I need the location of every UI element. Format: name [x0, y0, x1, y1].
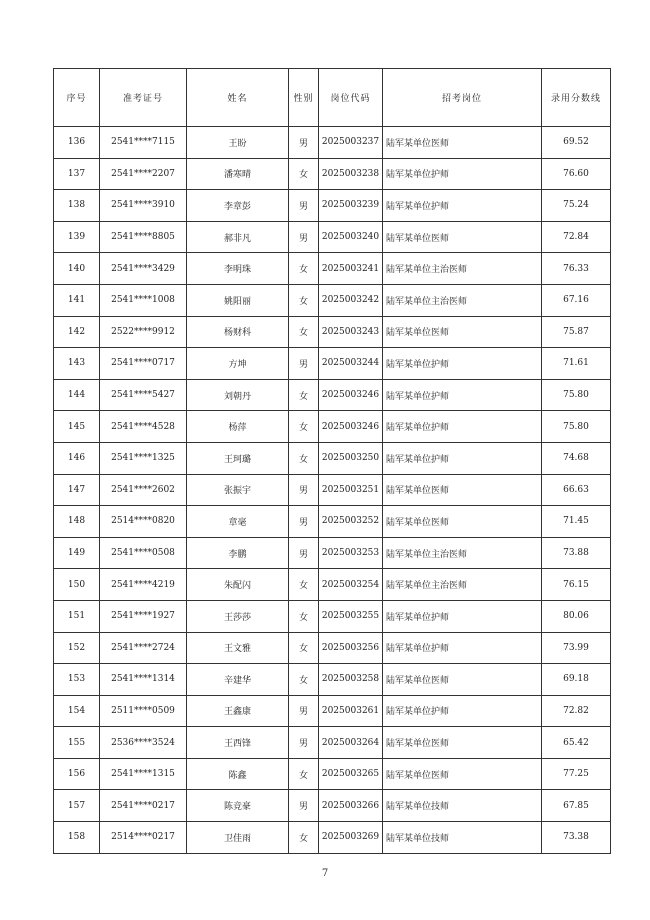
- score-cell: 74.68: [542, 442, 611, 474]
- header-gender: 性别: [289, 69, 319, 127]
- serial-number-cell: 152: [54, 632, 100, 664]
- exam-ticket-cell: 2541****0717: [100, 348, 187, 380]
- score-cell: 75.80: [542, 379, 611, 411]
- name-cell: 姚阳丽: [187, 284, 289, 316]
- gender-cell: 女: [289, 569, 319, 601]
- table-row: [54, 822, 611, 854]
- table-row: [54, 284, 611, 316]
- exam-ticket-cell: 2541****8805: [100, 221, 187, 253]
- exam-ticket-cell: 2541****7115: [100, 127, 187, 159]
- serial-number-cell: 148: [54, 506, 100, 538]
- position-cell: 陆军某单位医师: [383, 727, 542, 759]
- position-code-cell: 2025003261: [319, 695, 383, 727]
- name-cell: 卫佳雨: [187, 822, 289, 854]
- gender-cell: 男: [289, 127, 319, 159]
- serial-number-cell: 149: [54, 537, 100, 569]
- score-cell: 67.85: [542, 790, 611, 822]
- page-number: 7: [321, 868, 329, 879]
- score-cell: 77.25: [542, 758, 611, 790]
- score-cell: 71.61: [542, 348, 611, 380]
- position-cell: 陆军某单位护师: [383, 348, 542, 380]
- name-cell: 杨财科: [187, 316, 289, 348]
- gender-cell: 女: [289, 664, 319, 696]
- exam-ticket-cell: 2541****1008: [100, 284, 187, 316]
- score-cell: 73.99: [542, 632, 611, 664]
- position-code-cell: 2025003242: [319, 284, 383, 316]
- table-row: [54, 253, 611, 285]
- serial-number-cell: 158: [54, 822, 100, 854]
- serial-number-cell: 137: [54, 158, 100, 190]
- header-position-code: 岗位代码: [319, 69, 383, 127]
- score-cell: 76.15: [542, 569, 611, 601]
- position-code-cell: 2025003252: [319, 506, 383, 538]
- position-code-cell: 2025003264: [319, 727, 383, 759]
- serial-number-cell: 150: [54, 569, 100, 601]
- table-row: [54, 790, 611, 822]
- gender-cell: 男: [289, 790, 319, 822]
- score-cell: 80.06: [542, 600, 611, 632]
- gender-cell: 女: [289, 411, 319, 443]
- exam-ticket-cell: 2541****1325: [100, 442, 187, 474]
- name-cell: 王西锋: [187, 727, 289, 759]
- table-row: [54, 221, 611, 253]
- position-cell: 陆军某单位医师: [383, 316, 542, 348]
- table-row: [54, 600, 611, 632]
- position-code-cell: 2025003266: [319, 790, 383, 822]
- serial-number-cell: 153: [54, 664, 100, 696]
- score-cell: 73.38: [542, 822, 611, 854]
- score-cell: 75.87: [542, 316, 611, 348]
- position-code-cell: 2025003250: [319, 442, 383, 474]
- gender-cell: 男: [289, 506, 319, 538]
- gender-cell: 女: [289, 158, 319, 190]
- exam-ticket-cell: 2541****3910: [100, 190, 187, 222]
- name-cell: 朱配闪: [187, 569, 289, 601]
- gender-cell: 女: [289, 284, 319, 316]
- exam-ticket-cell: 2522****9912: [100, 316, 187, 348]
- gender-cell: 女: [289, 379, 319, 411]
- header-name: 姓名: [187, 69, 289, 127]
- position-cell: 陆军某单位主治医师: [383, 537, 542, 569]
- gender-cell: 女: [289, 758, 319, 790]
- gender-cell: 男: [289, 695, 319, 727]
- header-position: 招考岗位: [383, 69, 542, 127]
- score-cell: 69.52: [542, 127, 611, 159]
- name-cell: 辛建华: [187, 664, 289, 696]
- exam-ticket-cell: 2541****2724: [100, 632, 187, 664]
- serial-number-cell: 138: [54, 190, 100, 222]
- gender-cell: 女: [289, 442, 319, 474]
- name-cell: 王鑫康: [187, 695, 289, 727]
- gender-cell: 男: [289, 348, 319, 380]
- serial-number-cell: 154: [54, 695, 100, 727]
- name-cell: 王盼: [187, 127, 289, 159]
- name-cell: 李章彭: [187, 190, 289, 222]
- position-code-cell: 2025003246: [319, 411, 383, 443]
- name-cell: 李鹏: [187, 537, 289, 569]
- position-cell: 陆军某单位护师: [383, 695, 542, 727]
- position-cell: 陆军某单位护师: [383, 600, 542, 632]
- gender-cell: 女: [289, 600, 319, 632]
- position-code-cell: 2025003241: [319, 253, 383, 285]
- score-cell: 66.63: [542, 474, 611, 506]
- name-cell: 方坤: [187, 348, 289, 380]
- header-serial-number: 序号: [54, 69, 100, 127]
- exam-ticket-cell: 2541****1927: [100, 600, 187, 632]
- table-row: [54, 632, 611, 664]
- serial-number-cell: 140: [54, 253, 100, 285]
- score-cell: 72.84: [542, 221, 611, 253]
- exam-ticket-cell: 2514****0820: [100, 506, 187, 538]
- name-cell: 李明珠: [187, 253, 289, 285]
- score-cell: 76.60: [542, 158, 611, 190]
- serial-number-cell: 142: [54, 316, 100, 348]
- exam-ticket-cell: 2541****2207: [100, 158, 187, 190]
- position-cell: 陆军某单位主治医师: [383, 253, 542, 285]
- gender-cell: 男: [289, 221, 319, 253]
- table-row: [54, 379, 611, 411]
- position-code-cell: 2025003246: [319, 379, 383, 411]
- gender-cell: 女: [289, 822, 319, 854]
- score-cell: 73.88: [542, 537, 611, 569]
- position-code-cell: 2025003239: [319, 190, 383, 222]
- position-cell: 陆军某单位技师: [383, 790, 542, 822]
- exam-ticket-cell: 2541****0217: [100, 790, 187, 822]
- name-cell: 王文雅: [187, 632, 289, 664]
- position-cell: 陆军某单位医师: [383, 506, 542, 538]
- position-cell: 陆军某单位医师: [383, 474, 542, 506]
- table-body: [54, 127, 611, 854]
- position-cell: 陆军某单位护师: [383, 379, 542, 411]
- position-cell: 陆军某单位护师: [383, 158, 542, 190]
- score-cell: 65.42: [542, 727, 611, 759]
- table-row: [54, 727, 611, 759]
- position-code-cell: 2025003244: [319, 348, 383, 380]
- exam-ticket-cell: 2541****1314: [100, 664, 187, 696]
- serial-number-cell: 146: [54, 442, 100, 474]
- serial-number-cell: 145: [54, 411, 100, 443]
- name-cell: 杨萍: [187, 411, 289, 443]
- gender-cell: 女: [289, 316, 319, 348]
- position-code-cell: 2025003265: [319, 758, 383, 790]
- position-code-cell: 2025003269: [319, 822, 383, 854]
- score-cell: 71.45: [542, 506, 611, 538]
- table-row: [54, 506, 611, 538]
- table-row: [54, 569, 611, 601]
- serial-number-cell: 147: [54, 474, 100, 506]
- gender-cell: 男: [289, 474, 319, 506]
- gender-cell: 男: [289, 537, 319, 569]
- serial-number-cell: 141: [54, 284, 100, 316]
- position-cell: 陆军某单位医师: [383, 127, 542, 159]
- name-cell: 陈鑫: [187, 758, 289, 790]
- position-cell: 陆军某单位医师: [383, 758, 542, 790]
- name-cell: 张振宇: [187, 474, 289, 506]
- gender-cell: 女: [289, 253, 319, 285]
- serial-number-cell: 139: [54, 221, 100, 253]
- score-cell: 67.16: [542, 284, 611, 316]
- header-exam-ticket-number: 准考证号: [100, 69, 187, 127]
- exam-ticket-cell: 2514****0217: [100, 822, 187, 854]
- score-cell: 76.33: [542, 253, 611, 285]
- serial-number-cell: 144: [54, 379, 100, 411]
- exam-ticket-cell: 2541****3429: [100, 253, 187, 285]
- position-cell: 陆军某单位医师: [383, 664, 542, 696]
- table-row: [54, 411, 611, 443]
- exam-ticket-cell: 2541****4219: [100, 569, 187, 601]
- exam-ticket-cell: 2541****5427: [100, 379, 187, 411]
- table-row: [54, 316, 611, 348]
- table-row: [54, 190, 611, 222]
- position-code-cell: 2025003243: [319, 316, 383, 348]
- table-row: [54, 474, 611, 506]
- position-cell: 陆军某单位主治医师: [383, 284, 542, 316]
- admission-score-table: [53, 68, 611, 854]
- score-cell: 75.24: [542, 190, 611, 222]
- exam-ticket-cell: 2541****0508: [100, 537, 187, 569]
- name-cell: 章毫: [187, 506, 289, 538]
- position-code-cell: 2025003237: [319, 127, 383, 159]
- exam-ticket-cell: 2541****4528: [100, 411, 187, 443]
- serial-number-cell: 156: [54, 758, 100, 790]
- position-code-cell: 2025003254: [319, 569, 383, 601]
- position-cell: 陆军某单位护师: [383, 442, 542, 474]
- exam-ticket-cell: 2536****3524: [100, 727, 187, 759]
- position-code-cell: 2025003240: [319, 221, 383, 253]
- gender-cell: 男: [289, 727, 319, 759]
- position-cell: 陆军某单位医师: [383, 221, 542, 253]
- table-row: [54, 442, 611, 474]
- exam-ticket-cell: 2541****1315: [100, 758, 187, 790]
- table-row: [54, 127, 611, 159]
- table-row: [54, 695, 611, 727]
- table-row: [54, 158, 611, 190]
- name-cell: 王莎莎: [187, 600, 289, 632]
- gender-cell: 男: [289, 190, 319, 222]
- table-row: [54, 348, 611, 380]
- serial-number-cell: 151: [54, 600, 100, 632]
- name-cell: 王珂璐: [187, 442, 289, 474]
- position-cell: 陆军某单位护师: [383, 190, 542, 222]
- table-header-row: [54, 69, 611, 127]
- serial-number-cell: 157: [54, 790, 100, 822]
- position-cell: 陆军某单位护师: [383, 632, 542, 664]
- serial-number-cell: 136: [54, 127, 100, 159]
- table-row: [54, 664, 611, 696]
- name-cell: 潘寒晴: [187, 158, 289, 190]
- position-cell: 陆军某单位技师: [383, 822, 542, 854]
- serial-number-cell: 143: [54, 348, 100, 380]
- position-code-cell: 2025003258: [319, 664, 383, 696]
- header-score-line: 录用分数线: [542, 69, 611, 127]
- position-code-cell: 2025003255: [319, 600, 383, 632]
- serial-number-cell: 155: [54, 727, 100, 759]
- score-cell: 72.82: [542, 695, 611, 727]
- exam-ticket-cell: 2541****2602: [100, 474, 187, 506]
- name-cell: 刘朝丹: [187, 379, 289, 411]
- score-cell: 75.80: [542, 411, 611, 443]
- gender-cell: 女: [289, 632, 319, 664]
- table-row: [54, 537, 611, 569]
- position-code-cell: 2025003253: [319, 537, 383, 569]
- position-cell: 陆军某单位护师: [383, 411, 542, 443]
- table-row: [54, 758, 611, 790]
- position-code-cell: 2025003256: [319, 632, 383, 664]
- name-cell: 郝非凡: [187, 221, 289, 253]
- score-cell: 69.18: [542, 664, 611, 696]
- name-cell: 陈竞豪: [187, 790, 289, 822]
- position-code-cell: 2025003251: [319, 474, 383, 506]
- position-cell: 陆军某单位主治医师: [383, 569, 542, 601]
- position-code-cell: 2025003238: [319, 158, 383, 190]
- exam-ticket-cell: 2511****0509: [100, 695, 187, 727]
